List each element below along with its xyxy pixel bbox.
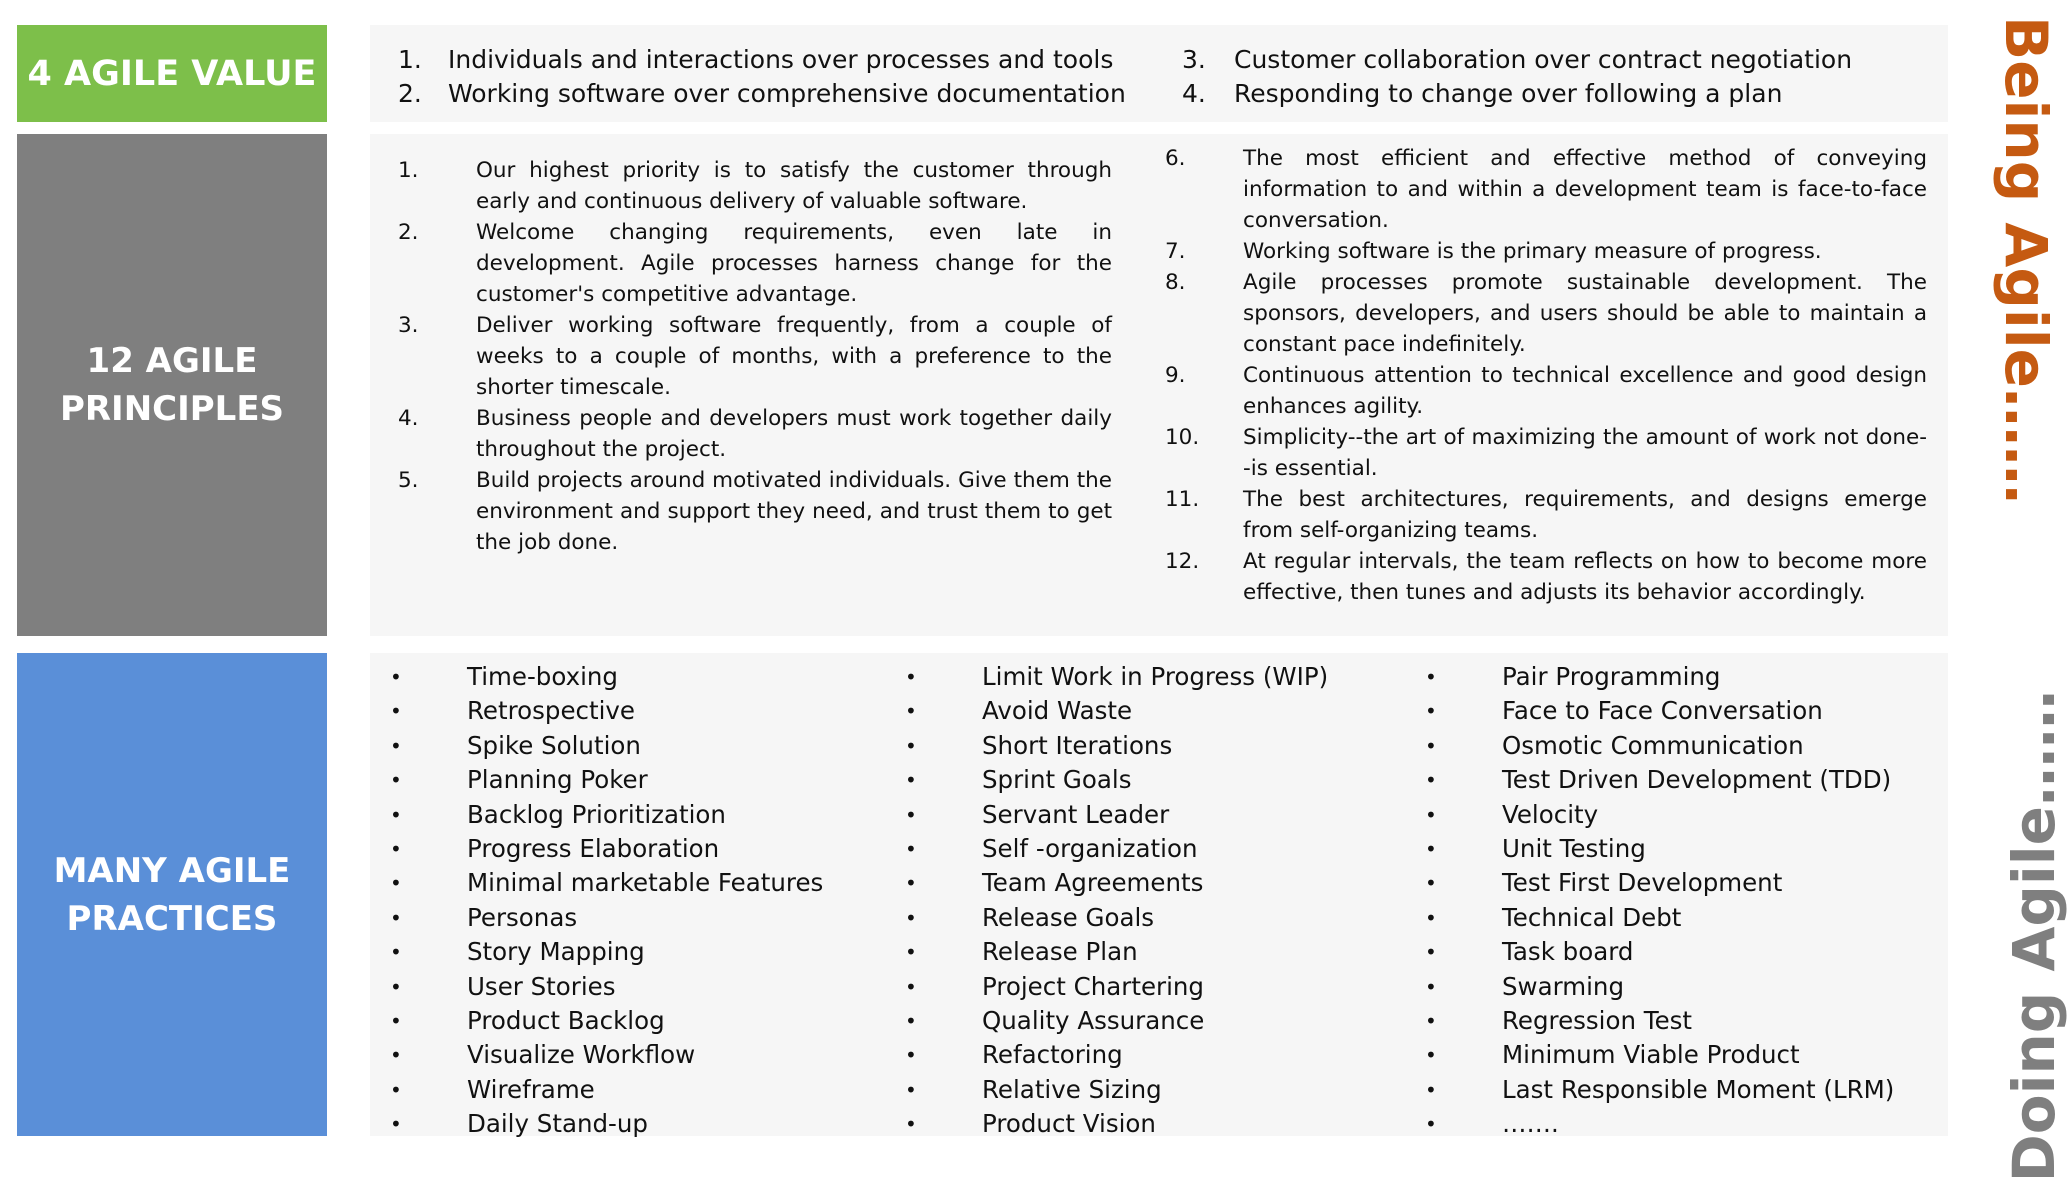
practices-column-2 xyxy=(905,660,1405,1141)
principle-text: Welcome changing requirements, even late in development. Agile processes harness change for the customer's competitive advantage. xyxy=(476,220,1112,307)
agile-values-header xyxy=(17,25,327,122)
principle-number: 5. xyxy=(398,468,419,493)
practice-text: Retrospective xyxy=(467,696,635,726)
value-text: Working software over comprehensive documentation xyxy=(448,79,1126,108)
principle-number: 2. xyxy=(398,220,419,245)
practice-text: Release Plan xyxy=(982,937,1138,967)
practice-text: Minimum Viable Product xyxy=(1502,1040,1800,1070)
practice-text: Minimal marketable Features xyxy=(467,868,824,898)
bullet-icon: • xyxy=(905,699,917,724)
principle-text: The best architectures, requirements, and designs emerge from self-organizing teams. xyxy=(1243,487,1927,543)
practice-text: Test Driven Development (TDD) xyxy=(1502,765,1892,795)
practice-item xyxy=(1425,1004,1945,1038)
principle-number: 1. xyxy=(398,158,419,183)
principle-text: Business people and developers must work together daily throughout the project. xyxy=(476,406,1112,462)
principle-number: 3. xyxy=(398,313,419,338)
principle-item xyxy=(1165,267,1927,360)
practices-column-3 xyxy=(1425,660,1945,1141)
agile-practices-label-line1: MANY AGILE xyxy=(53,850,291,891)
practice-item xyxy=(905,866,1405,900)
practice-item xyxy=(390,901,890,935)
principle-text: Build projects around motivated individuals. Give them the environment and support they need, and trust them to get the job done. xyxy=(476,468,1112,555)
practice-text: Personas xyxy=(467,902,578,932)
bullet-icon: • xyxy=(390,768,402,793)
practice-text: Short Iterations xyxy=(982,730,1173,760)
practice-text: Time-boxing xyxy=(467,662,618,691)
practice-item xyxy=(390,694,890,728)
practice-text: User Stories xyxy=(467,971,616,1001)
bullet-icon: • xyxy=(1425,768,1437,793)
principle-item xyxy=(398,403,1112,465)
principle-text: Deliver working software frequently, from a couple of weeks to a couple of months, with a preference to the shorter timescale. xyxy=(476,313,1112,400)
bullet-icon: • xyxy=(1425,1112,1437,1137)
practice-text: Product Backlog xyxy=(467,1005,665,1035)
practice-item xyxy=(390,660,890,694)
practice-item xyxy=(1425,970,1945,1004)
agile-practices-label-line2: PRACTICES xyxy=(66,898,278,939)
bullet-icon: • xyxy=(1425,974,1437,999)
practice-text: Test First Development xyxy=(1502,868,1783,898)
bullet-icon: • xyxy=(390,665,402,689)
practice-text: ……. xyxy=(1502,1109,1559,1139)
principle-text: At regular intervals, the team reflects on how to become more effective, then tunes and adjusts its behavior accordingly. xyxy=(1243,549,1927,605)
bullet-icon: • xyxy=(1425,802,1437,827)
practice-text: Limit Work in Progress (WIP) xyxy=(982,662,1329,691)
bullet-icon: • xyxy=(390,1043,402,1068)
practice-text: Unit Testing xyxy=(1502,833,1646,863)
bullet-icon: • xyxy=(390,1008,402,1033)
practice-text: Self -organization xyxy=(982,833,1198,863)
practice-item xyxy=(390,729,890,763)
practice-item xyxy=(390,1038,890,1072)
practice-item xyxy=(1425,832,1945,866)
principles-left-column xyxy=(398,155,1112,558)
bullet-icon: • xyxy=(905,974,917,999)
practice-text: Pair Programming xyxy=(1502,662,1721,691)
value-number: 3. xyxy=(1182,45,1206,74)
principle-item xyxy=(1165,484,1927,546)
bullet-icon: • xyxy=(905,733,917,758)
practice-text: Last Responsible Moment (LRM) xyxy=(1502,1074,1895,1104)
practice-text: Wireframe xyxy=(467,1074,595,1104)
bullet-icon: • xyxy=(1425,1008,1437,1033)
practices-column-1 xyxy=(390,660,890,1141)
bullet-icon: • xyxy=(905,802,917,827)
principle-text: Simplicity--the art of maximizing the amount of work not done--is essential. xyxy=(1243,425,1927,481)
value-text: Individuals and interactions over processes and tools xyxy=(448,45,1114,74)
practice-item xyxy=(1425,729,1945,763)
bullet-icon: • xyxy=(905,871,917,896)
value-number: 4. xyxy=(1182,79,1206,108)
bullet-icon: • xyxy=(390,871,402,896)
bullet-icon: • xyxy=(1425,940,1437,965)
principle-number: 11. xyxy=(1165,487,1200,512)
practice-item xyxy=(1425,798,1945,832)
principle-number: 12. xyxy=(1165,549,1200,574)
practice-text: Visualize Workflow xyxy=(467,1040,696,1070)
bullet-icon: • xyxy=(1425,871,1437,896)
practice-text: Planning Poker xyxy=(467,765,648,795)
practice-item xyxy=(390,1004,890,1038)
principle-item xyxy=(1165,422,1927,484)
principle-number: 4. xyxy=(398,406,419,431)
agile-principles-label-line1: 12 AGILE xyxy=(86,341,258,381)
bullet-icon: • xyxy=(390,802,402,827)
principle-item xyxy=(398,217,1112,310)
principle-item xyxy=(398,310,1112,403)
practice-item xyxy=(905,660,1405,694)
principle-number: 8. xyxy=(1165,270,1186,295)
practice-item xyxy=(390,935,890,969)
agile-principles-label-line2: PRINCIPLES xyxy=(59,389,285,429)
practice-item xyxy=(1425,660,1945,694)
bullet-icon: • xyxy=(1425,836,1437,861)
practice-text: Face to Face Conversation xyxy=(1502,696,1823,726)
bullet-icon: • xyxy=(390,699,402,724)
practice-text: Progress Elaboration xyxy=(467,833,720,863)
practice-item xyxy=(905,729,1405,763)
practice-text: Product Vision xyxy=(982,1109,1156,1139)
practice-item xyxy=(905,1073,1405,1107)
bullet-icon: • xyxy=(390,1077,402,1102)
bullet-icon: • xyxy=(390,974,402,999)
practice-text: Avoid Waste xyxy=(982,696,1133,726)
practice-item xyxy=(905,694,1405,728)
agile-practices-header xyxy=(17,653,327,1136)
bullet-icon: • xyxy=(905,1112,917,1137)
principle-item xyxy=(1165,236,1927,267)
bullet-icon: • xyxy=(390,940,402,965)
bullet-icon: • xyxy=(390,905,402,930)
practice-item xyxy=(905,763,1405,797)
practice-item xyxy=(905,798,1405,832)
practice-text: Daily Stand-up xyxy=(467,1109,648,1139)
principle-item xyxy=(1165,546,1927,608)
principles-right-column xyxy=(1165,143,1927,608)
practice-text: Osmotic Communication xyxy=(1502,730,1804,760)
bullet-icon: • xyxy=(905,1043,917,1068)
bullet-icon: • xyxy=(1425,1043,1437,1068)
bullet-icon: • xyxy=(1425,665,1437,689)
practice-item xyxy=(390,1073,890,1107)
practice-text: Technical Debt xyxy=(1502,902,1682,932)
practice-item xyxy=(905,1107,1405,1141)
practice-item xyxy=(905,1038,1405,1072)
practice-text: Refactoring xyxy=(982,1040,1123,1070)
practice-item xyxy=(390,1107,890,1141)
bullet-icon: • xyxy=(1425,699,1437,724)
practice-item xyxy=(390,798,890,832)
bullet-icon: • xyxy=(905,768,917,793)
agile-values-label: 4 AGILE VALUE xyxy=(27,53,317,94)
principle-number: 6. xyxy=(1165,146,1186,171)
practice-text: Team Agreements xyxy=(982,868,1204,898)
practice-text: Velocity xyxy=(1502,799,1599,829)
bullet-icon: • xyxy=(905,1077,917,1102)
bullet-icon: • xyxy=(905,1008,917,1033)
principle-number: 9. xyxy=(1165,363,1186,388)
practice-text: Project Chartering xyxy=(982,971,1204,1001)
practice-item xyxy=(1425,1107,1945,1141)
being-agile-label: Being Agile…… xyxy=(1992,16,2060,504)
practice-text: Sprint Goals xyxy=(982,765,1132,795)
principle-number: 10. xyxy=(1165,425,1200,450)
practice-item xyxy=(390,763,890,797)
practice-text: Quality Assurance xyxy=(982,1005,1205,1035)
practice-item xyxy=(390,970,890,1004)
practice-text: Backlog Prioritization xyxy=(467,799,726,829)
practice-item xyxy=(390,832,890,866)
practice-item xyxy=(905,1004,1405,1038)
bullet-icon: • xyxy=(1425,905,1437,930)
doing-agile-label: Doing Agile…… xyxy=(2000,690,2068,1182)
principle-number: 7. xyxy=(1165,239,1186,264)
value-number: 2. xyxy=(398,79,422,108)
principle-text: Our highest priority is to satisfy the customer through early and continuous delivery of valuable software. xyxy=(476,158,1112,214)
practice-item xyxy=(1425,1038,1945,1072)
bullet-icon: • xyxy=(390,1112,402,1137)
practice-text: Relative Sizing xyxy=(982,1074,1162,1104)
practice-text: Servant Leader xyxy=(982,799,1170,829)
principle-item xyxy=(398,155,1112,217)
bullet-icon: • xyxy=(390,836,402,861)
practice-item xyxy=(905,935,1405,969)
practice-item xyxy=(905,901,1405,935)
practice-text: Task board xyxy=(1502,937,1634,967)
principle-text: Working software is the primary measure of progress. xyxy=(1243,239,1822,264)
bullet-icon: • xyxy=(905,836,917,861)
practice-text: Swarming xyxy=(1502,971,1624,1001)
practice-item xyxy=(1425,901,1945,935)
bullet-icon: • xyxy=(1425,733,1437,758)
practice-item xyxy=(1425,763,1945,797)
practice-item xyxy=(1425,694,1945,728)
practice-item xyxy=(1425,866,1945,900)
practice-item xyxy=(390,866,890,900)
value-text: Customer collaboration over contract negotiation xyxy=(1234,45,1853,74)
principle-text: Continuous attention to technical excellence and good design enhances agility. xyxy=(1243,363,1927,419)
principle-text: Agile processes promote sustainable development. The sponsors, developers, and users should be able to maintain a constant pace indefinitely. xyxy=(1243,270,1927,357)
practice-item xyxy=(905,832,1405,866)
principle-item xyxy=(398,465,1112,558)
practice-text: Story Mapping xyxy=(467,937,645,967)
bullet-icon: • xyxy=(1425,1077,1437,1102)
value-number: 1. xyxy=(398,45,422,74)
practice-item xyxy=(1425,935,1945,969)
practice-text: Release Goals xyxy=(982,902,1155,932)
principle-item xyxy=(1165,143,1927,236)
practice-item xyxy=(1425,1073,1945,1107)
value-text: Responding to change over following a plan xyxy=(1234,79,1783,108)
practice-item xyxy=(905,970,1405,1004)
principle-text: The most efficient and effective method of conveying information to and within a development team is face-to-face conversation. xyxy=(1243,146,1927,233)
bullet-icon: • xyxy=(905,940,917,965)
bullet-icon: • xyxy=(390,733,402,758)
bullet-icon: • xyxy=(905,665,917,689)
practice-text: Regression Test xyxy=(1502,1005,1693,1035)
practice-text: Spike Solution xyxy=(467,730,641,760)
principle-item xyxy=(1165,360,1927,422)
agile-principles-header xyxy=(17,134,327,636)
bullet-icon: • xyxy=(905,905,917,930)
